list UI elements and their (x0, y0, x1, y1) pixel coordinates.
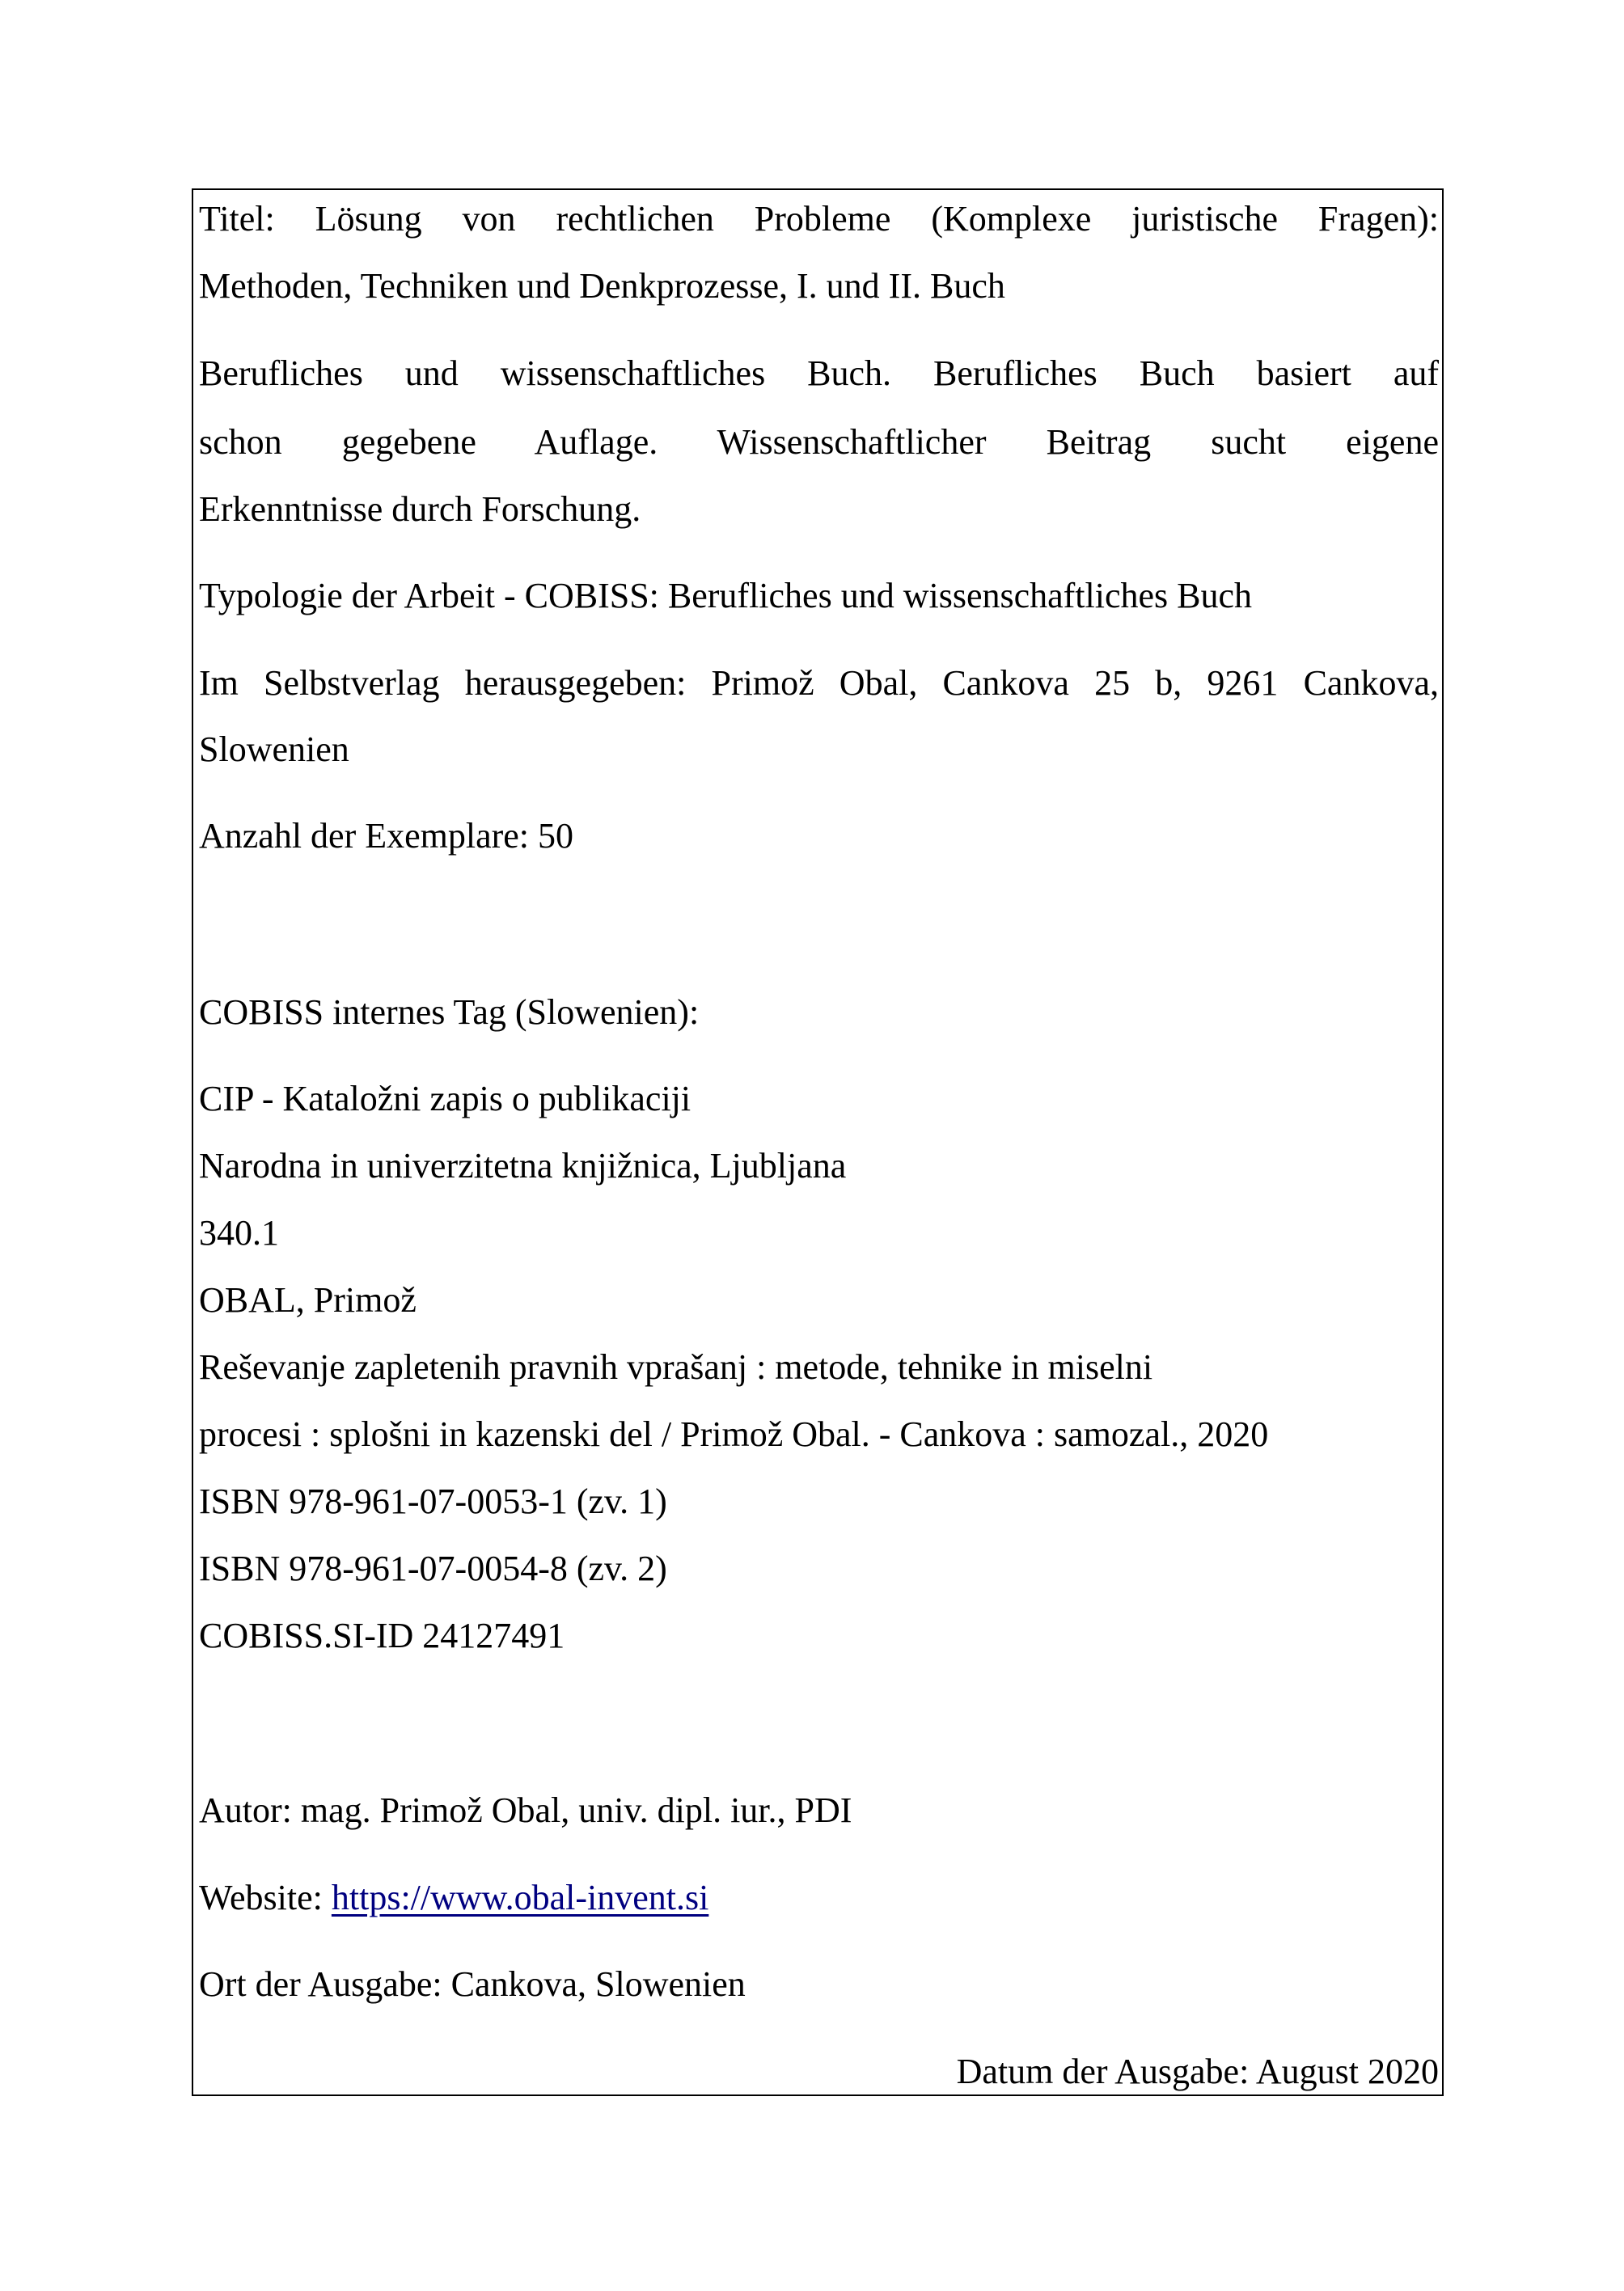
typology-line: Typologie der Arbeit - COBISS: Berufliches und wissenschaftliches Buch (199, 576, 1253, 615)
cip-line-4: OBAL, Primož (199, 1280, 417, 1320)
cip-line-5: Reševanje zapletenih pravnih vprašanj : metode, tehnike in miselni (199, 1347, 1153, 1387)
cip-isbn-2: ISBN 978-961-07-0054-8 (zv. 2) (199, 1549, 667, 1588)
website-label: Website: (199, 1878, 332, 1917)
website-line (199, 1880, 1439, 1916)
title-line-1: Titel: Lösung von rechtlichen Probleme (Komplexe juristische Fragen): (199, 199, 1439, 239)
cip-isbn-1: ISBN 978-961-07-0053-1 (zv. 1) (199, 1482, 667, 1521)
cip-line-6: procesi : splošni in kazenski del / Primož Obal. - Cankova : samozal., 2020 (199, 1414, 1269, 1454)
place-line: Ort der Ausgabe: Cankova, Slowenien (199, 1964, 746, 2004)
description-line-3: Erkenntnisse durch Forschung. (199, 489, 641, 529)
author-line: Autor: mag. Primož Obal, univ. dipl. iur., PDI (199, 1790, 852, 1830)
cip-cobiss-id: COBISS.SI-ID 24127491 (199, 1616, 565, 1655)
imprint-frame (192, 188, 1444, 2096)
publisher-line-2: Slowenien (199, 729, 349, 769)
publisher-line-1: Im Selbstverlag herausgegeben: Primož Obal, Cankova 25 b, 9261 Cankova, (199, 663, 1439, 703)
cip-line-2: Narodna in univerzitetna knjižnica, Ljubljana (199, 1146, 847, 1186)
cip-line-3: 340.1 (199, 1213, 279, 1253)
description-line-1: Berufliches und wissenschaftliches Buch. Berufliches Buch basiert auf (199, 353, 1439, 393)
date-line: Datum der Ausgabe: August 2020 (956, 2052, 1439, 2091)
title-line-2: Methoden, Techniken und Denkprozesse, I. und II. Buch (199, 266, 1005, 306)
cip-line-1: CIP - Kataložni zapis o publikaciji (199, 1079, 691, 1118)
website-link[interactable]: https://www.obal-invent.si (331, 1878, 709, 1917)
description-line-2: schon gegebene Auflage. Wissenschaftlicher Beitrag sucht eigene (199, 422, 1439, 462)
copies-line: Anzahl der Exemplare: 50 (199, 816, 574, 856)
cobiss-heading: COBISS internes Tag (Slowenien): (199, 992, 700, 1032)
